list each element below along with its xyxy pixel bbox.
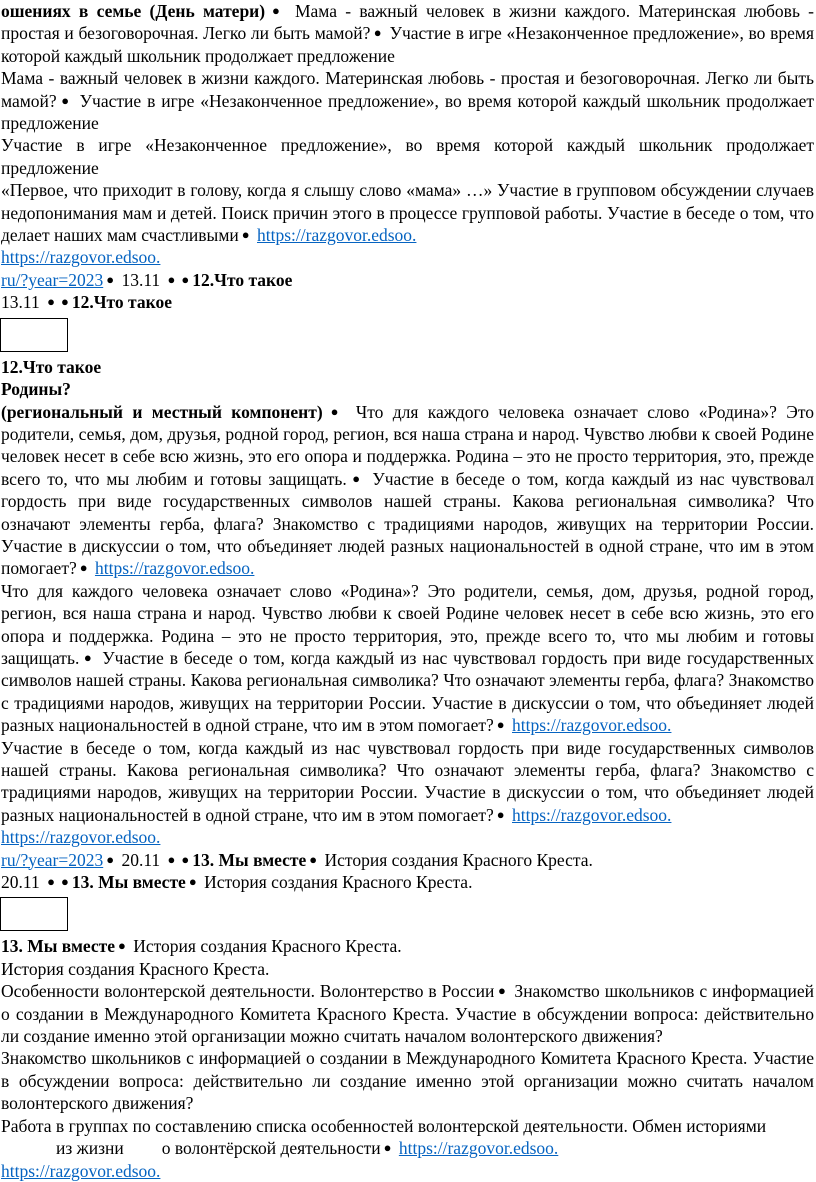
bullet-icon: ● xyxy=(79,560,88,576)
topic-heading: Родины? xyxy=(1,379,71,400)
paragraph-12a xyxy=(0,401,816,580)
text: о волонтёрской деятельности xyxy=(161,1138,381,1159)
bullet-icon: ● xyxy=(59,92,71,108)
paragraph-13c: Знакомство школьников с информацией о создании в Международного Комитета Красного Креста. Участие в обсуждении вопроса: действительно ли создание именно этой организации можно считать началом волонтерского движения? xyxy=(1,1048,814,1114)
section-heading: ошениях в семье (День матери) xyxy=(1,1,266,21)
bullet-icon: ● xyxy=(188,874,197,890)
date: 13.11 xyxy=(117,269,165,290)
bullet-icon: ● xyxy=(325,403,344,419)
bullet-icon: ● xyxy=(309,851,318,867)
topic-title: 13. Мы вместе xyxy=(71,872,186,893)
edsoo-link[interactable]: https://razgovor.edsoo. xyxy=(512,804,672,825)
text: из жизни xyxy=(56,1138,124,1159)
empty-table-cell xyxy=(0,318,68,352)
bullet-icon: ● xyxy=(106,271,115,287)
paragraph-4 xyxy=(0,179,816,246)
link-date-line xyxy=(0,849,816,871)
bullet-icon: ● xyxy=(82,649,94,665)
text: Участие в беседе о том, когда каждый из нас чувствовал гордость при виде государственных символов нашей страны. Какова региональная символика? Что означают элементы герба, флага? Знакомство с традициями народов, живущих на территории России. Участие в дискуссии о том, что объединяет людей разных национальностей в одной стране, что им в этом помогает? xyxy=(1,468,814,579)
bullet-icon: ● xyxy=(373,25,382,41)
date-line xyxy=(0,291,816,313)
empty-table-cell xyxy=(0,897,68,931)
topic-title: 12.Что такое xyxy=(71,292,172,313)
link-line xyxy=(0,1160,816,1182)
edsoo-link[interactable]: https://razgovor.edsoo. xyxy=(1,1160,161,1181)
link-line xyxy=(0,826,816,848)
link-date-line xyxy=(0,269,816,291)
paragraph-13a: История создания Красного Креста. xyxy=(1,958,270,979)
text: Мама - важный человек в жизни каждого. Материнская любовь - простая и безоговорочная. Легко ли быть мамой? xyxy=(1,1,815,44)
bullet-icon: ● xyxy=(497,983,507,999)
bullet-icon: ● xyxy=(383,1140,392,1156)
edsoo-link[interactable]: https://razgovor.edsoo. xyxy=(94,558,255,579)
bullet-icon: ● xyxy=(496,806,505,822)
text: Участие в игре «Незаконченное предложение», во время которой каждый школьник продолжает предложение xyxy=(1,23,814,66)
text: «Первое, что приходит в голову, когда я слышу слово «мама» …» Участие в групповом обсуждении случаев недопонимания мам и детей. Поиск причин этого в процессе групповой работы. Участие в беседе о том, что делает наших мам счастливыми xyxy=(1,180,814,246)
bullet-icon: ● xyxy=(349,470,363,486)
text: Участие в беседе о том, когда каждый из нас чувствовал гордость при виде государственных символов нашей страны. Какова региональная символика? Что означают элементы герба, флага? Знакомство с традициями народов, живущих на территории России. Участие в дискуссии о том, что объединяет людей разных национальностей в одной стране, что им в этом помогает? xyxy=(1,647,815,736)
text: Знакомство школьников с информацией о создании в Международного Комитета Красного Креста. Участие в обсуждении вопроса: действительно ли создание именно этой организации можно считать началом волонтерского движения? xyxy=(1,981,814,1047)
edsoo-link[interactable]: https://razgovor.edsoo. xyxy=(257,225,417,246)
bullet-icon: ● xyxy=(181,851,190,867)
topic-subheading: (региональный и местный компонент) xyxy=(1,401,323,422)
text: Мама - важный человек в жизни каждого. Материнская любовь - простая и безоговорочная. Легко ли быть мамой? xyxy=(1,68,814,111)
topic-heading-line xyxy=(0,935,816,957)
year-link[interactable]: ru/?year=2023 xyxy=(1,849,104,870)
text: История создания Красного Креста. xyxy=(128,936,402,957)
bullet-icon: ● xyxy=(60,294,69,310)
date: 20.11 xyxy=(1,872,45,893)
paragraph-12c xyxy=(0,737,816,827)
edsoo-link[interactable]: https://razgovor.edsoo. xyxy=(1,247,161,268)
bullet-icon: ● xyxy=(118,938,126,954)
bullet-icon: ● xyxy=(496,717,505,733)
edsoo-link[interactable]: https://razgovor.edsoo. xyxy=(398,1138,559,1159)
paragraph-1 xyxy=(0,0,816,67)
paragraph-2 xyxy=(0,67,816,134)
topic-title: 13. Мы вместе xyxy=(192,849,307,870)
edsoo-link[interactable]: https://razgovor.edsoo. xyxy=(1,827,161,848)
bullet-icon: ● xyxy=(47,874,55,890)
text: История создания Красного Креста. xyxy=(320,849,593,870)
date: 13.11 xyxy=(1,292,45,313)
date: 20.11 xyxy=(117,849,165,870)
bullet-icon: ● xyxy=(241,227,250,243)
text: Что для каждого человека означает слово «Родина»? Это родители, семья, дом, друзья, родной город, регион, вся наша страна и народ. Чувство любви к своей Родине человек несет в себе всю жизнь, это его опора и поддержка. Родина – это не просто территория, это, прежде всего то, что мы любим и готовы защищать. xyxy=(1,401,814,489)
text: История создания Красного Креста. xyxy=(199,872,473,893)
bullet-icon: ● xyxy=(181,271,190,287)
text: Участие в игре «Незаконченное предложение», во время которой каждый школьник продолжает предложение xyxy=(1,90,814,134)
bullet-icon: ● xyxy=(167,271,176,287)
topic-heading: 12.Что такое xyxy=(1,356,102,377)
date-line xyxy=(0,871,816,893)
paragraph-13b xyxy=(0,980,816,1047)
topic-title: 12.Что такое xyxy=(192,269,293,290)
paragraph-12b xyxy=(0,580,816,737)
bullet-icon: ● xyxy=(268,3,284,18)
year-link[interactable]: ru/?year=2023 xyxy=(1,269,104,290)
bullet-icon: ● xyxy=(106,851,115,867)
bullet-icon: ● xyxy=(47,294,55,310)
paragraph-13d: Работа в группах по составлению списка особенностей волонтерской деятельности. Обмен историями xyxy=(1,1115,767,1136)
topic-title: 13. Мы вместе xyxy=(1,936,115,957)
paragraph-13d-cont xyxy=(0,1137,816,1159)
text: Что для каждого человека означает слово «Родина»? Это родители, семья, дом, друзья, родной город, регион, вся наша страна и народ. Чувство любви к своей Родине человек несет в себе всю жизнь, это его опора и поддержка. Родина – это не просто территория, это, прежде всего то, что мы любим и готовы защищать. xyxy=(1,580,814,668)
bullet-icon: ● xyxy=(60,874,69,890)
bullet-icon: ● xyxy=(167,851,176,867)
link-line xyxy=(0,246,816,268)
edsoo-link[interactable]: https://razgovor.edsoo. xyxy=(512,715,672,736)
paragraph-3: Участие в игре «Незаконченное предложение», во время которой каждый школьник продолжает предложение xyxy=(1,135,814,178)
text: Особенности волонтерской деятельности. Волонтерство в России xyxy=(1,981,495,1002)
text: Участие в беседе о том, когда каждый из нас чувствовал гордость при виде государственных символов нашей страны. Какова региональная символика? Что означают элементы герба, флага? Знакомство с традициями народов, живущих на территории России. Участие в дискуссии о том, что объединяет людей разных национальностей в одной стране, что им в этом помогает? xyxy=(1,737,814,825)
